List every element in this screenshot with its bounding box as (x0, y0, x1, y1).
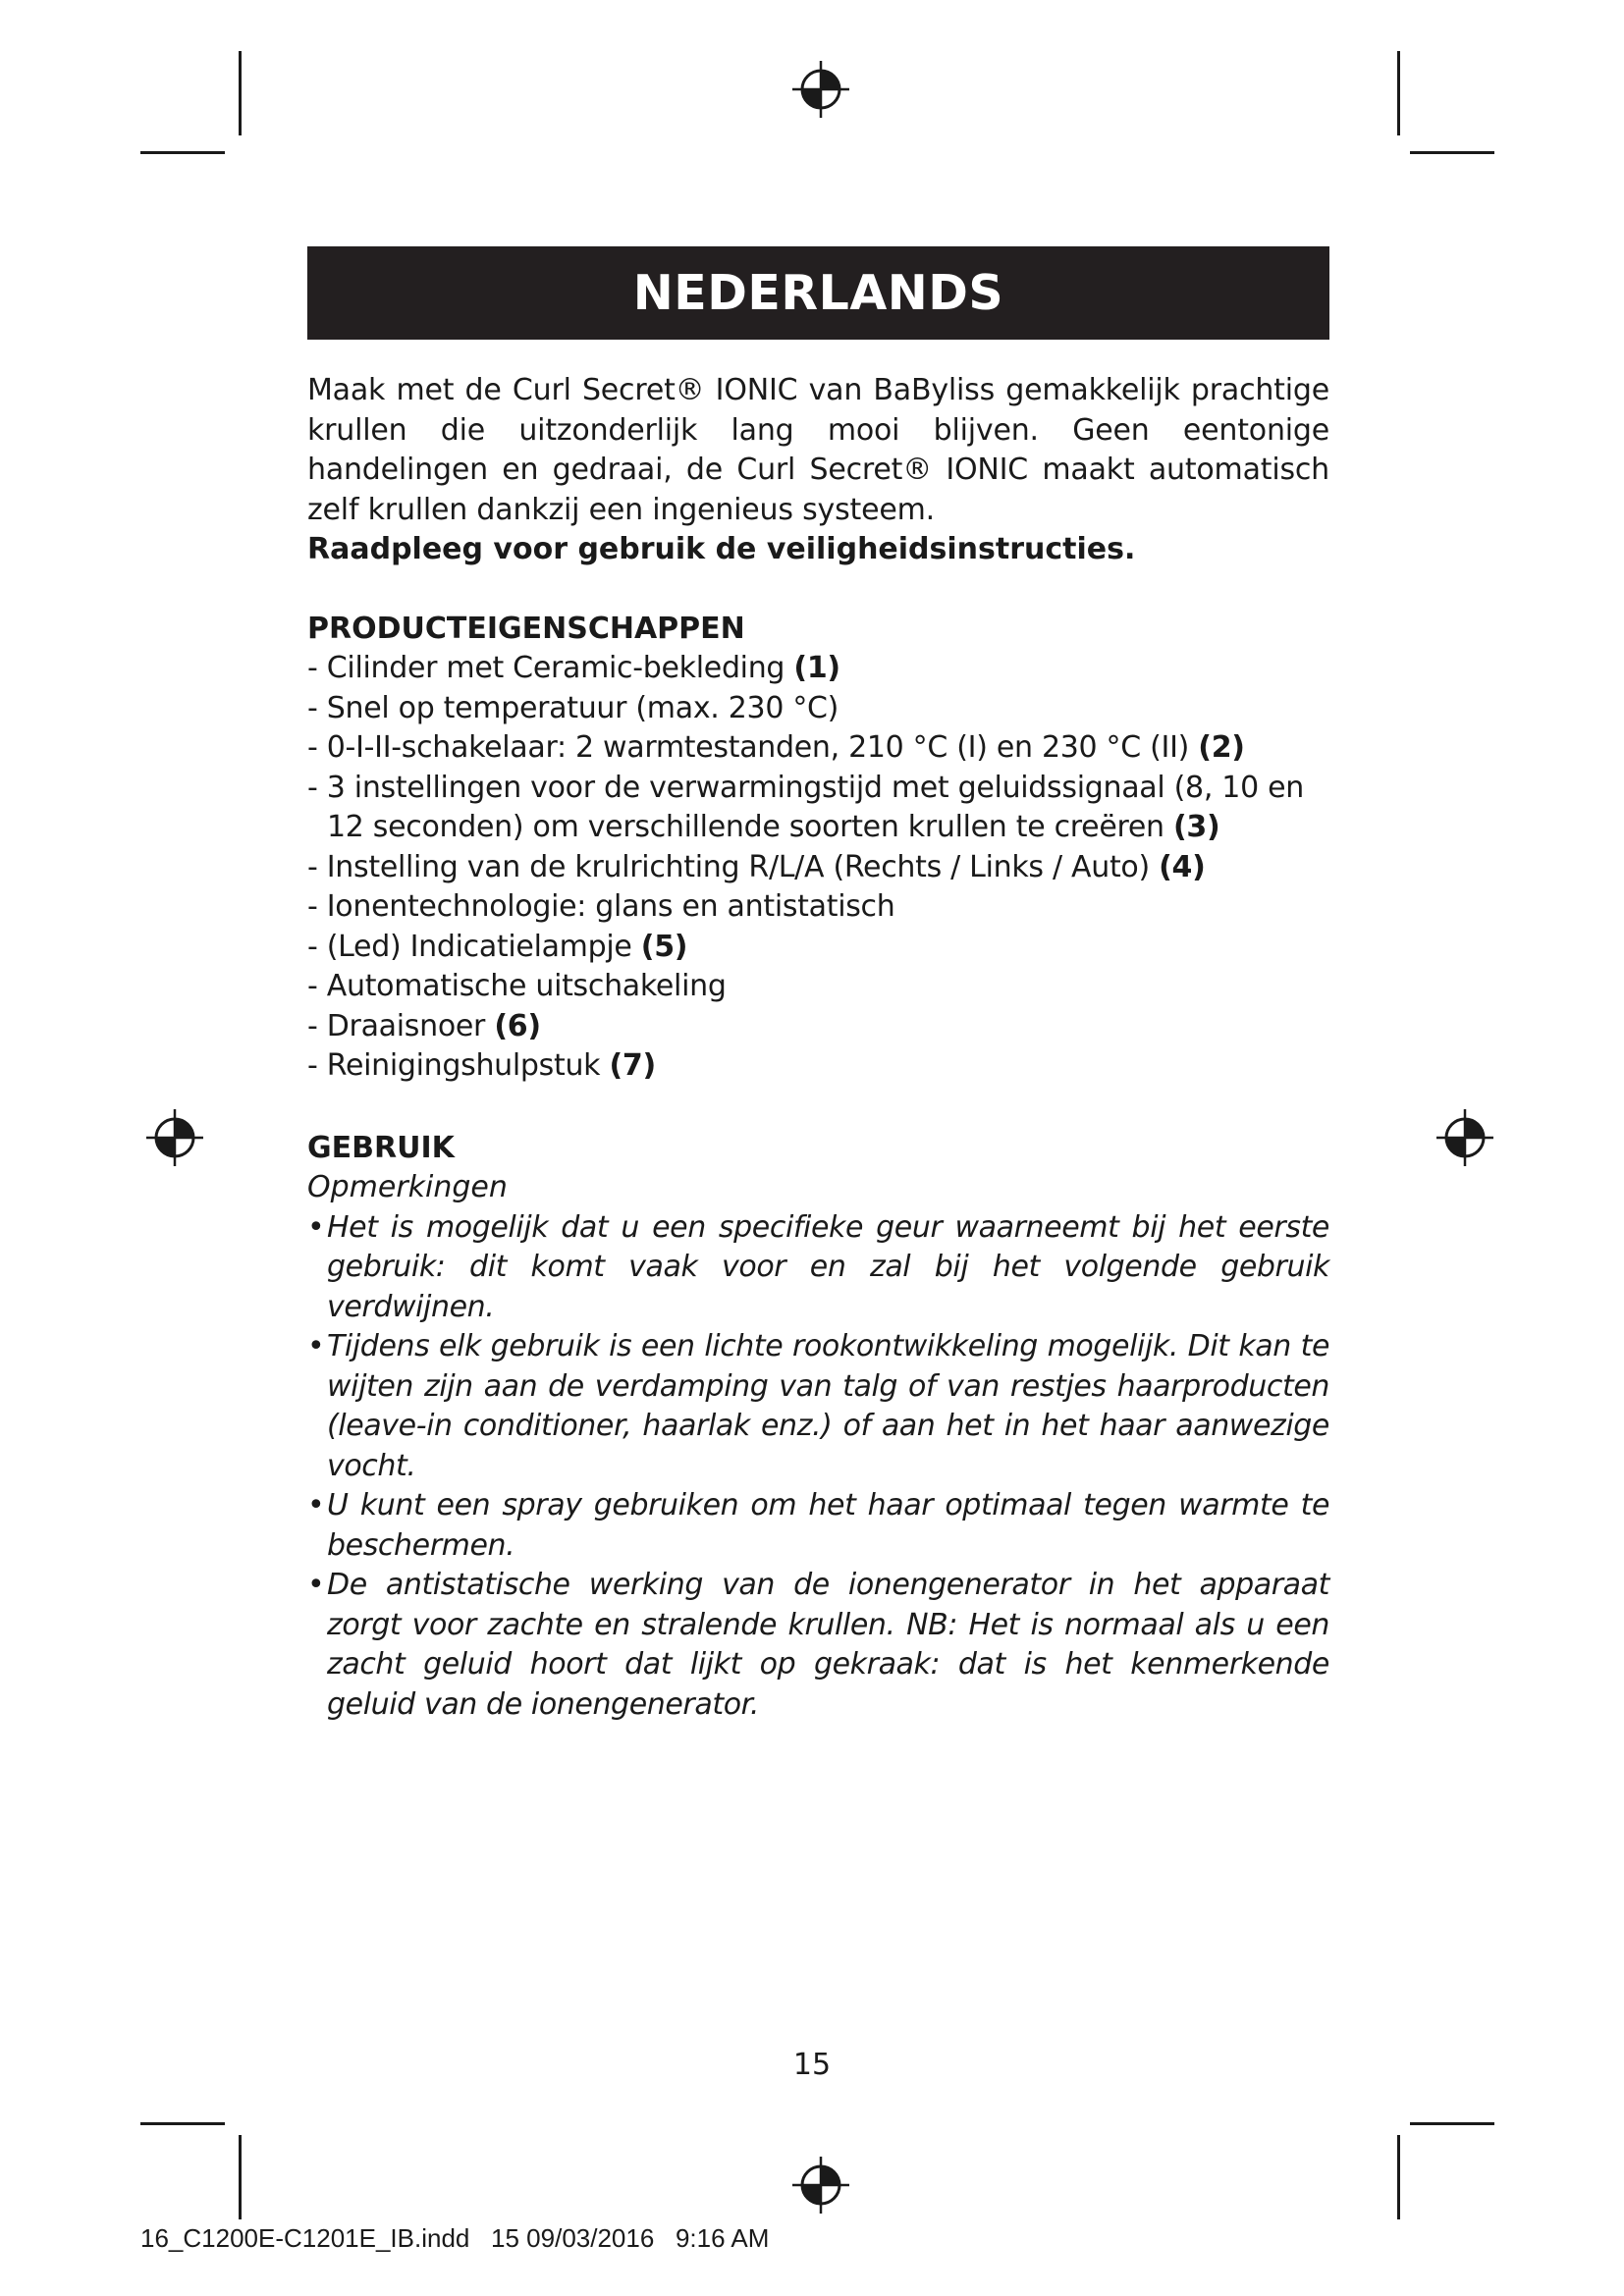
registration-mark-icon (791, 60, 850, 119)
features-heading: PRODUCTEIGENSCHAPPEN (307, 611, 745, 646)
crop-mark (1397, 2135, 1400, 2219)
page-title-text: NEDERLANDS (632, 265, 1004, 321)
crop-mark (1397, 51, 1400, 135)
page-title (307, 246, 1329, 340)
usage-heading: GEBRUIK (307, 1130, 455, 1165)
note-item: • U kunt een spray gebruiken om het haar optimaal tegen warmte te beschermen. (307, 1486, 1329, 1566)
crop-mark (1410, 151, 1494, 154)
page-number: 15 (792, 2048, 832, 2082)
feature-item: - (Led) Indicatielampje (5) (307, 929, 688, 964)
feature-item: - Reinigingshulpstuk (7) (307, 1048, 656, 1083)
print-slug: 16_C1200E-C1201E_IB.indd 15 09/03/2016 9:16 AM (140, 2223, 770, 2253)
feature-item: - Draaisnoer (6) (307, 1008, 541, 1043)
crop-mark (140, 2122, 225, 2125)
feature-item: - Automatische uitschakeling (307, 969, 727, 1003)
note-item: • Tijdens elk gebruik is een lichte rookontwikkeling mogelijk. Dit kan te wijten zijn aan de verdamping van talg of van restjes haarproducten (leave-in conditioner, haarlak enz.) of aan het in het haar aanwezige vocht. (307, 1327, 1329, 1486)
safety-note: Raadpleeg voor gebruik de veiligheidsinstructies. (307, 532, 1136, 566)
crop-mark (1410, 2122, 1494, 2125)
feature-item: - Ionentechnologie: glans en antistatisch (307, 889, 895, 924)
feature-item: - Cilinder met Ceramic-bekleding (1) (307, 651, 840, 685)
note-item: • Het is mogelijk dat u een specifieke geur waarneemt bij het eerste gebruik: dit komt vaak voor en zal bij het volgende gebruik verdwijnen. (307, 1208, 1329, 1328)
feature-item: - 3 instellingen voor de verwarmingstijd met geluidssignaal (8, 10 en 12 seconden) om verschillende soorten krullen te creëren (3) (307, 770, 1304, 844)
registration-mark-icon (145, 1108, 204, 1167)
feature-item: - 0-I-II-schakelaar: 2 warmtestanden, 210 °C (I) en 230 °C (II) (2) (307, 730, 1245, 765)
crop-mark (140, 151, 225, 154)
crop-mark (239, 51, 242, 135)
crop-mark (239, 2135, 242, 2219)
notes-label: Opmerkingen (307, 1170, 508, 1204)
document-body (307, 371, 1329, 1725)
notes-list (307, 1208, 1329, 1726)
note-item: • De antistatische werking van de ionengenerator in het apparaat zorgt voor zachte en stralende krullen. NB: Het is normaal als u een zacht geluid hoort dat lijkt op gekraak: dat is het kenmerkende geluid van de ionengenerator. (307, 1566, 1329, 1725)
registration-mark-icon (791, 2156, 850, 2215)
feature-item: - Instelling van de krulrichting R/L/A (Rechts / Links / Auto) (4) (307, 849, 1206, 884)
registration-mark-icon (1435, 1108, 1494, 1167)
intro-paragraph: Maak met de Curl Secret® IONIC van BaByliss gemakkelijk prachtige krullen die uitzonderlijk lang mooi blijven. Geen eentonige handelingen en gedraai, de Curl Secret® IONIC maakt automatisch zelf krullen dankzij een ingenieus systeem. (307, 373, 1329, 527)
features-list (307, 649, 1329, 1087)
feature-item: - Snel op temperatuur (max. 230 °C) (307, 690, 839, 725)
